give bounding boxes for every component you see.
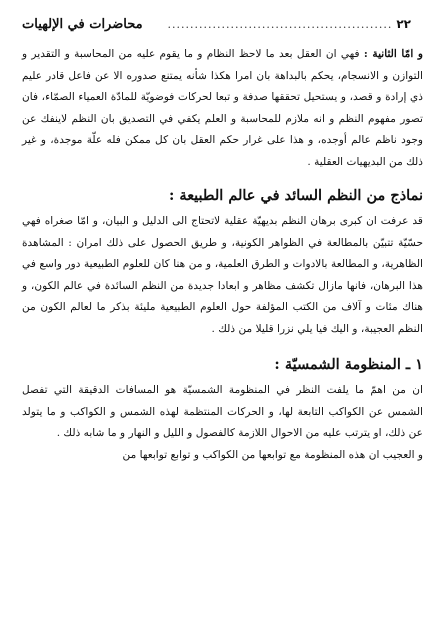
section-heading-nature-order: نماذج من النظم السائد في عالم الطبيعة :	[169, 187, 423, 204]
header-leader-dots: ..................................................	[167, 17, 393, 31]
paragraph-second-premise	[22, 44, 423, 173]
paragraph-solar-system-continued: و العجيب ان هذه المنظومة مع توابعها من الكواكب و توابع توابعها من	[122, 448, 423, 461]
page-number: ٢٢	[396, 17, 411, 31]
paragraph-solar-system: ان من اهمّ ما يلفت النظر في المنظومة الشمسيّة هو المسافات الدقيقة التي تفصل الشمس عن الكواكب التابعة لها، و الحركات المنتظمة لهذه الشمس و الكواكب و ما يتولد عن ذلك، او يترتب عليه من الاحوال اللازمة كالفصول و الليل و النهار و ما شابه ذلك .	[22, 384, 423, 439]
paragraph-nature-order: قد عرفت ان كبرى برهان النظم بديهيّة عقلية لاتحتاج الى الدليل و البيان، و امّا صغراه فهي حسّيّة تتبيّن بالمطالعة في الظواهر الكونية، و طريق الحصول على ذلك امران : المشاهدة الظاهرية، و المطالعة بالادوات و الطرق العلمية، و من هنا كان للعلوم الطبيعية دور واسع في هذا البرهان، فانها مازال تكشف مظاهر و ابعادا جديدة من النظم السائدة في عالم الكون، و هناك مئات و آلاف من الكتب المؤلفة حول العلوم الطبيعية مليئة بذكر ما لعالم الكون من النظم العجيبة، و اليك فيا يلي نزرا قليلا من ذلك .	[22, 215, 423, 335]
section-heading-solar-system: ١ ـ المنظومة الشمسيّة :	[274, 356, 423, 373]
running-header	[22, 14, 411, 34]
paragraph-lead: و امّا الثانية :	[363, 48, 423, 60]
header-title: محاضرات في الإلهيات	[22, 16, 143, 32]
page-body	[22, 44, 423, 466]
paragraph-text: فهي ان العقل بعد ما لاحظ النظام و ما يقوم عليه من المحاسبة و التقدير و التوازن و الانسجام، يحكم بالبداهة بان امرا هكذا شأنه يمتنع صدوره الا عن فاعل قادر عليم ذي إرادة و قصد، و يستحيل تحققها صدفة و تبعا لحركات فوضويّة للمادّة العمياء الصمّاء، فان تصور مفهوم النظم و انه ملازم للمحاسبة و العلم يكفي في التصديق بان النظم لاينفك عن وجود ناظم عالم أوجده، و هذا على غرار حكم العقل بان كل ممكن فله علّة موجدة، و غير ذلك من البديهيات العقلية .	[22, 48, 423, 168]
